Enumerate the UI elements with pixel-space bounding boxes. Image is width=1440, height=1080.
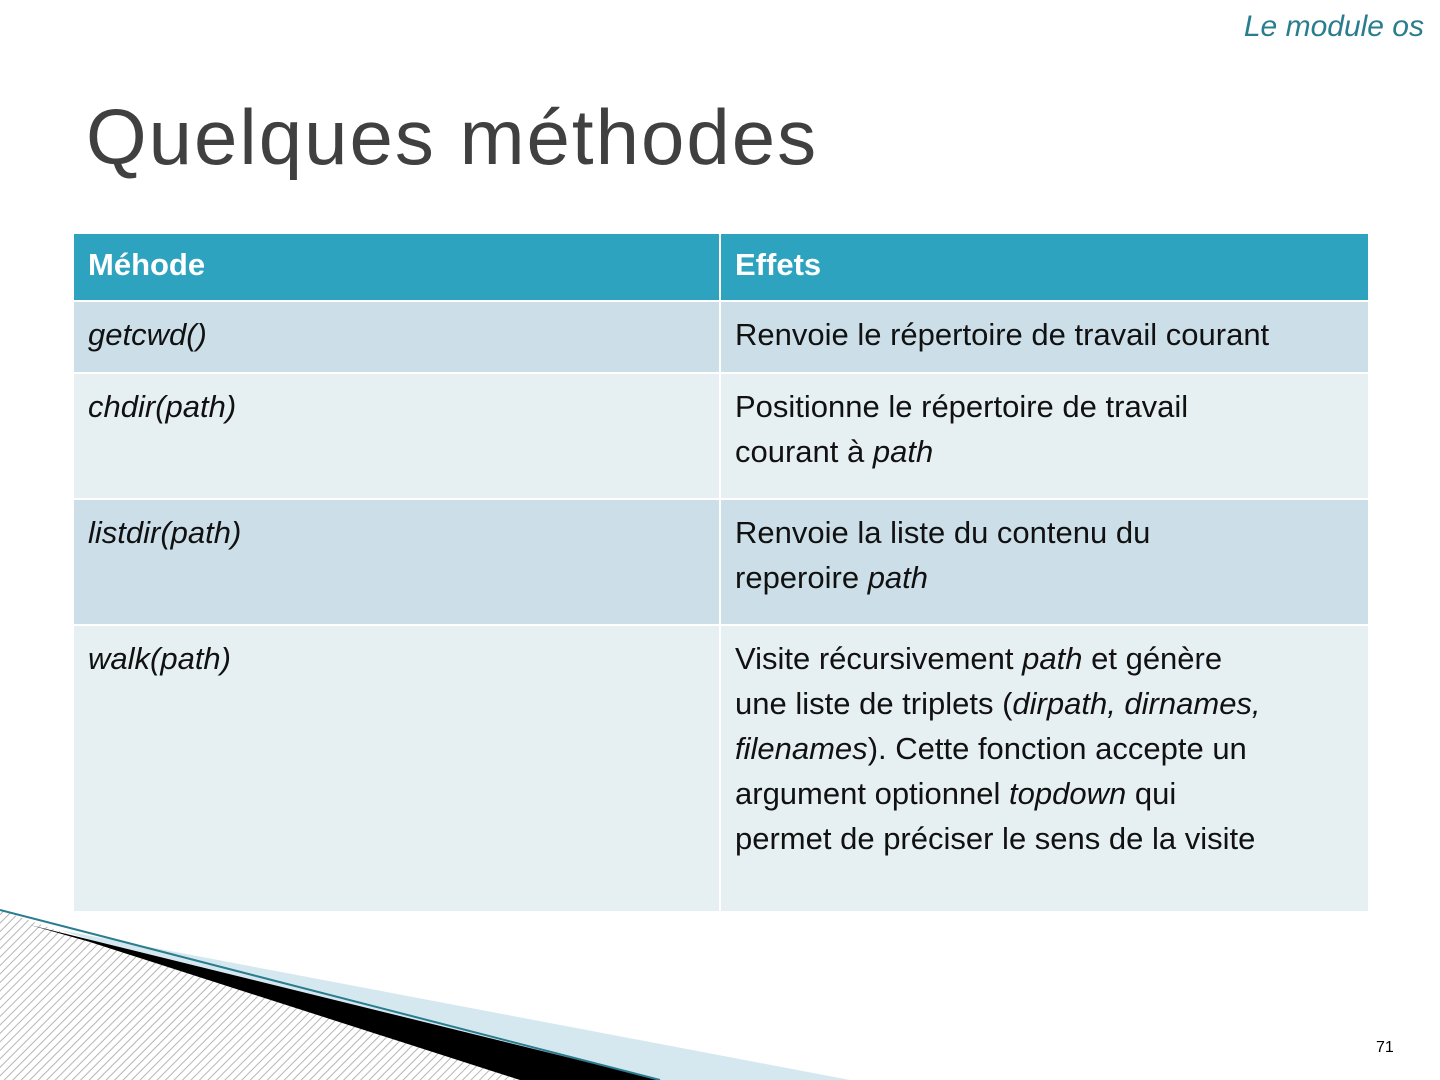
section-label: Le module os — [1243, 10, 1424, 43]
effect-text-italic: topdown — [1009, 776, 1127, 811]
effect-cell — [720, 625, 1369, 912]
effect-text-italic: filenames — [735, 731, 868, 766]
effect-text: reperoire — [735, 560, 868, 595]
effect-cell — [720, 301, 1369, 373]
method-cell: listdir(path) — [73, 499, 720, 625]
method-cell: getcwd() — [73, 301, 720, 373]
effect-text: courant à — [735, 434, 873, 469]
method-cell: walk(path) — [73, 625, 720, 912]
effect-text: argument optionnel — [735, 776, 1010, 811]
decorative-swoosh — [0, 880, 900, 1080]
effect-cell — [720, 373, 1369, 499]
effect-text-italic: dirpath, dirnames, — [1012, 686, 1261, 721]
table-row — [73, 373, 1369, 499]
slide-title: Quelques méthodes — [86, 93, 819, 181]
method-cell: chdir(path) — [73, 373, 720, 499]
effect-text-italic: path — [1022, 641, 1083, 676]
methods-table — [72, 232, 1370, 913]
table-row — [73, 625, 1369, 912]
effect-text: une liste de triplets ( — [735, 686, 1013, 721]
effect-text: Positionne le répertoire de travail — [735, 389, 1189, 424]
table-row — [73, 301, 1369, 373]
effect-text-italic: path — [867, 560, 929, 595]
column-header-method: Méhode — [73, 233, 720, 301]
effect-text-italic: path — [872, 434, 934, 469]
table-header-row — [73, 233, 1369, 301]
effect-text: qui — [1126, 776, 1177, 811]
effect-cell — [720, 499, 1369, 625]
table-row — [73, 499, 1369, 625]
effect-text: Visite récursivement — [735, 641, 1023, 676]
column-header-effects: Effets — [720, 233, 1369, 301]
page-number: 71 — [1376, 1039, 1394, 1056]
effect-text: et génère — [1082, 641, 1223, 676]
effect-text: Renvoie la liste du contenu du — [735, 515, 1151, 550]
effect-text: ). Cette fonction accepte un — [867, 731, 1247, 766]
effect-text: Renvoie le répertoire de travail courant — [735, 317, 1270, 352]
effect-text: permet de préciser le sens de la visite — [735, 821, 1256, 856]
